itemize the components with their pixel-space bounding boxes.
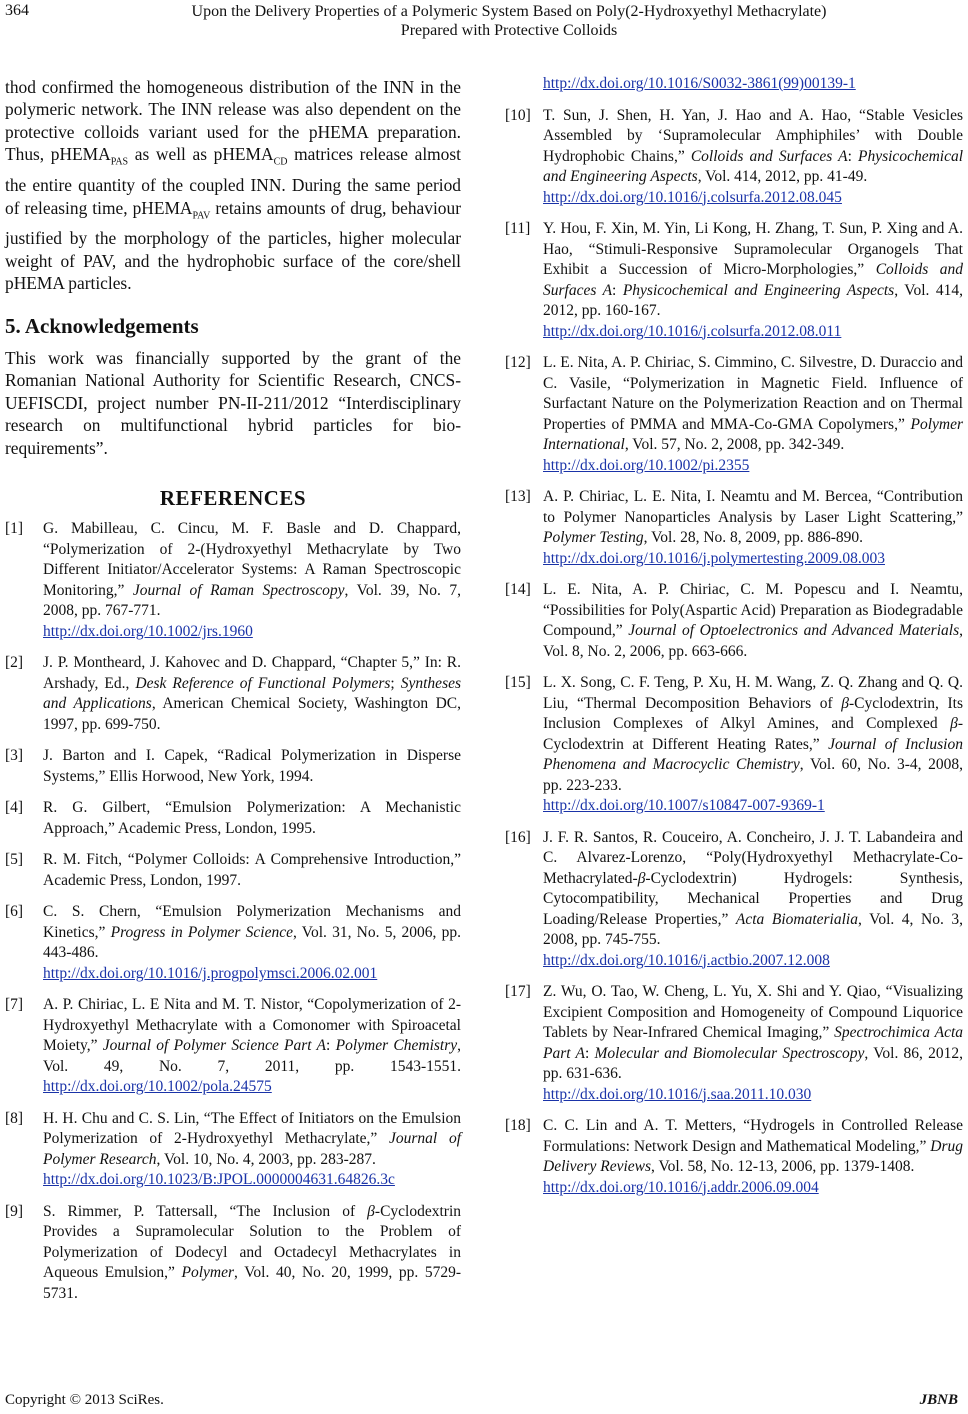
reference-link[interactable]: http://dx.doi.org/10.1016/j.colsurfa.2012.08.045 [543,188,842,206]
reference-link[interactable]: http://dx.doi.org/10.1023/B:JPOL.0000004631.64826.3c [43,1171,395,1189]
references-heading: REFERENCES [159,486,307,511]
reference-item: [17] Z. Wu, O. Tao, W. Cheng, L. Yu, X. Shi and Y. Qiao, “Visualizing Excipient Composition and Homogeneity of Compound Liquorice Tablets by Near-Infrared Chemical Imaging,” Spectrochimica Acta Part A: Molecular and Biomolecular Spectroscopy, Vol. 86, 2012, pp. 631-636. http://dx.doi.org/10.1016/j.saa.2011.10.030 [505,982,963,1105]
reference-link[interactable]: http://dx.doi.org/10.1002/jrs.1960 [43,622,253,640]
running-title-line1: Upon the Delivery Properties of a Polymeric System Based on Poly(2-Hydroxyethyl Methacrylate) [191,3,827,20]
reference-item: [18] C. C. Lin and A. T. Metters, “Hydrogels in Controlled Release Formulations: Network Design and Mathematical Modeling,” Drug Delivery Reviews, Vol. 58, No. 12-13, 2006, pp. 1379-1408. http://dx.doi.org/10.1016/j.addr.2006.09.004 [505,1116,963,1198]
reference-link[interactable]: http://dx.doi.org/10.1007/s10847-007-9369-1 [543,797,825,814]
reference-continuation [505,74,963,95]
reference-link[interactable]: http://dx.doi.org/10.1016/j.addr.2006.09.004 [543,1178,819,1196]
reference-item: [9] S. Rimmer, P. Tattersall, “The Inclusion of β-Cyclodextrin Provides a Supramolecular Solution to the Problem of Polymerization of Dodecyl and Octadecyl Methacrylates in Aqueous Emulsion,” Polymer, Vol. 40, No. 20, 1999, pp. 5729-5731. [5,1202,462,1302]
reference-link[interactable]: http://dx.doi.org/10.1016/j.progpolymsci.2006.02.001 [43,964,378,982]
reference-link[interactable]: http://dx.doi.org/10.1016/S0032-3861(99)00139-1 [543,75,856,92]
reference-link[interactable]: http://dx.doi.org/10.1016/j.saa.2011.10.030 [543,1085,812,1103]
reference-link[interactable]: http://dx.doi.org/10.1016/j.polymertesting.2009.08.003 [543,549,885,567]
copyright-notice: Copyright © 2013 SciRes. [5,1392,164,1408]
reference-item: [15] L. X. Song, C. F. Teng, P. Xu, H. M. Wang, Z. Q. Zhang and Q. Q. Liu, “Thermal Decomposition Behaviors of β-Cyclodextrin, Its Inclusion Complexes of Alkyl Amines, and Complexed β-Cyclodextrin at Different Heating Rates,” Journal of Inclusion Phenomena and Macrocyclic Chemistry, Vol. 60, No. 3-4, 2008, pp. 223-233. http://dx.doi.org/10.1007/s10847-007-9369-1 [505,673,963,817]
reference-item: [6] C. S. Chern, “Emulsion Polymerization Mechanisms and Kinetics,” Progress in Polymer Science, Vol. 31, No. 5, 2006, pp. 443-486. http://dx.doi.org/10.1016/j.progpolymsci.2006.02.001 [5,902,461,984]
reference-item: [8] H. H. Chu and C. S. Lin, “The Effect of Initiators on the Emulsion Polymerization of 2-Hydroxyethyl Methacrylate,” Journal of Polymer Research, Vol. 10, No. 4, 2003, pp. 283-287. http://dx.doi.org/10.1023/B:JPOL.0000004631.64826.3c [5,1109,461,1191]
reference-item: [1] G. Mabilleau, C. Cincu, M. F. Basle and D. Chappard, “Polymerization of 2-(Hydroxyethyl Methacrylate by Two Different Initiator/Accelerator Systems: A Raman Spectroscopic Monitoring,” Journal of Raman Spectroscopy, Vol. 39, No. 7, 2008, pp. 767-771. http://dx.doi.org/10.1002/jrs.1960 [5,519,461,642]
running-title-line2: Prepared with Protective Colloids [400,22,618,39]
acknowledgements-text: This work was financially supported by the grant of the Romanian National Authority for Scientific Research, CNCS-UEFISCDI, project number PN-II-211/2012 “Interdisciplinary research on multifunctional hybrid particles for bio-requirements”. [5,348,461,458]
conclusion-paragraph: thod confirmed the homogeneous distribution of the INN in the polymeric network. The INN release was also dependent on the protective colloids variant used for the pHEMA preparation. Thus, pHEMA$_{PAS}$ as well as pHEMA$_{CD}$ matrices release almost the entire quantity of the coupled INN. During the same period of releasing time, pHEMA$_{PAV}$ retains amounts of drug, behaviour justified by the morphology of the particles, higher molecular weight of PAV, and the hydrophobic surface of the core/shell pHEMA particles. [5,77,461,294]
reference-link[interactable]: http://dx.doi.org/10.1016/j.colsurfa.2012.08.011 [543,322,842,340]
reference-item: [12] L. E. Nita, A. P. Chiriac, S. Cimmino, C. Silvestre, D. Duraccio and C. Vasile, “Polymerization in Magnetic Field. Influence of Surfactant Nature on the Polymerization Reaction and on Thermal Properties of PMMA and MMA-Co-GMA Copolymers,” Polymer International, Vol. 57, No. 2, 2008, pp. 342-349. http://dx.doi.org/10.1002/pi.2355 [505,353,963,476]
acknowledgements-heading: 5. Acknowledgements [5,313,199,338]
page-number: 364 [5,2,29,19]
page-header [0,0,968,44]
running-title [60,2,958,40]
journal-abbreviation: JBNB [919,1392,958,1408]
reference-link[interactable]: http://dx.doi.org/10.1002/pola.24575 [43,1078,272,1096]
reference-item: [10] T. Sun, J. Shen, H. Yan, J. Hao and A. Hao, “Stable Vesicles Assembled by ‘Supramolecular Amphiphiles’ with Double Hydrophobic Chains,” Colloids and Surfaces A: Physicochemical and Engineering Aspects, Vol. 414, 2012, pp. 41-49. http://dx.doi.org/10.1016/j.colsurfa.2012.08.045 [505,106,963,209]
reference-link[interactable]: http://dx.doi.org/10.1016/j.actbio.2007.12.008 [543,951,830,969]
reference-item: [4] R. G. Gilbert, “Emulsion Polymerization: A Mechanistic Approach,” Academic Press, London, 1995. [5,799,461,837]
reference-item: [16] J. F. R. Santos, R. Couceiro, A. Concheiro, J. J. T. Labandeira and C. Alvarez-Lorenzo, “Poly(Hydroxyethyl Methacrylate-Co-Methacrylated-β-Cyclodextrin) Hydrogels: Synthesis, Cytocompatibility, Mechanical Properties and Drug Loading/Release Properties,” Acta Biomaterialia, Vol. 4, No. 3, 2008, pp. 745-755. http://dx.doi.org/10.1016/j.actbio.2007.12.008 [505,828,963,972]
reference-item: [11] Y. Hou, F. Xin, M. Yin, Li Kong, H. Zhang, T. Sun, P. Xing and A. Hao, “Stimuli-Responsive Supramolecular Organogels That Exhibit a Succession of Micro-Morphologies,” Colloids and Surfaces A: Physicochemical and Engineering Aspects, Vol. 414, 2012, pp. 160-167. http://dx.doi.org/10.1016/j.colsurfa.2012.08.011 [505,219,963,342]
reference-item: [13] A. P. Chiriac, L. E. Nita, I. Neamtu and M. Bercea, “Contribution to Polymer Nanoparticles Analysis by Laser Light Scattering,” Polymer Testing, Vol. 28, No. 8, 2009, pp. 886-890. http://dx.doi.org/10.1016/j.polymertesting.2009.08.003 [505,487,963,569]
reference-item: [2] J. P. Montheard, J. Kahovec and D. Chappard, “Chapter 5,” In: R. Arshady, Ed., Desk Reference of Functional Polymers; Syntheses and Applications, American Chemical Society, Washington DC, 1997, pp. 699-750. [5,654,462,733]
reference-item: [14] L. E. Nita, A. P. Chiriac, C. M. Popescu and I. Neamtu, “Possibilities for Poly(Aspartic Acid) Preparation as Biodegradable Compound,” Journal of Optoelectronics and Advanced Materials, Vol. 8, No. 2, 2006, pp. 663-666. [505,581,963,660]
reference-item: [3] J. Barton and I. Capek, “Radical Polymerization in Disperse Systems,” Ellis Horwood, New York, 1994. [5,747,461,785]
right-column [505,76,963,1209]
reference-link[interactable]: http://dx.doi.org/10.1002/pi.2355 [543,456,750,474]
reference-item: [5] R. M. Fitch, “Polymer Colloids: A Comprehensive Introduction,” Academic Press, London, 1997. [5,851,461,889]
reference-item: [7] A. P. Chiriac, L. E Nita and M. T. Nistor, “Copolymerization of 2-Hydroxyethyl Methacrylate with a Comonomer with Spiroacetal Moiety,” Journal of Polymer Science Part A: Polymer Chemistry, Vol. 49, No. 7, 2011, pp. 1543-1551. http://dx.doi.org/10.1002/pola.24575 [5,996,462,1096]
left-column [5,76,461,1315]
